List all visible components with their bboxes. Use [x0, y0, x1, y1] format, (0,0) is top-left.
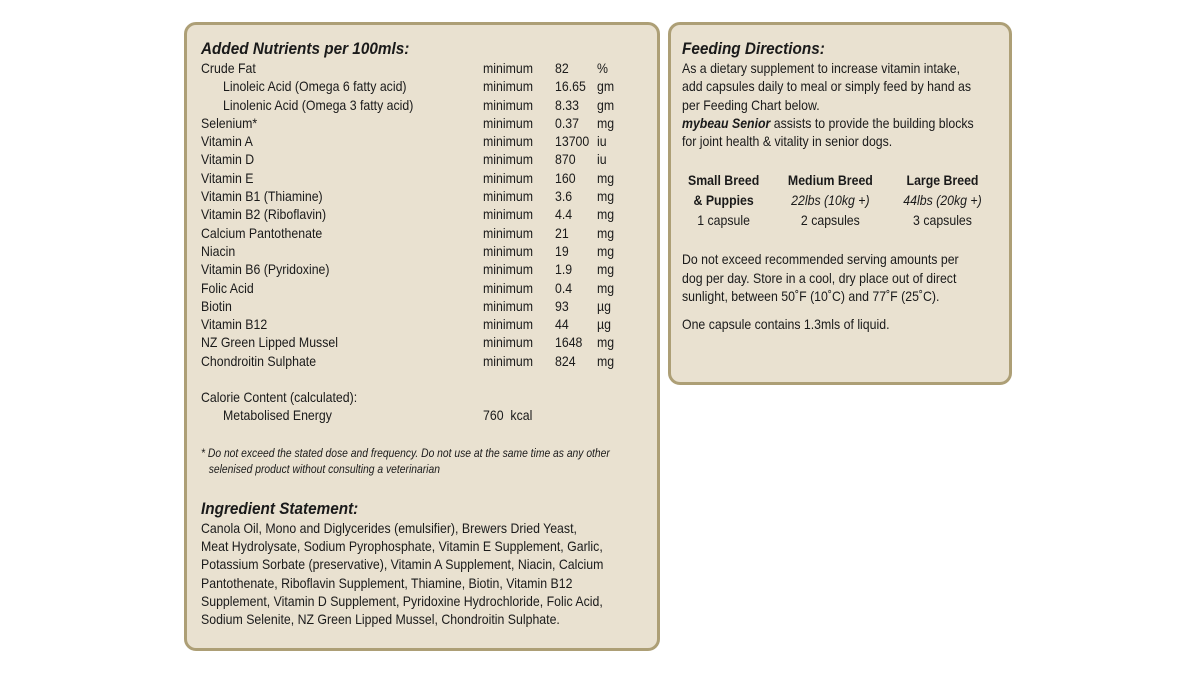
feeding-intro-3: per Feeding Chart below. [682, 96, 820, 113]
nutrient-row [201, 205, 643, 223]
nutrient-qualifier: minimum [483, 261, 533, 278]
nutrient-name: Vitamin B6 (Pyridoxine) [201, 261, 330, 278]
nutrient-unit: % [597, 60, 608, 76]
nutrient-name: Selenium* [201, 114, 258, 131]
capsule-note: One capsule contains 1.3mls of liquid. [682, 316, 890, 333]
nutrient-qualifier: minimum [483, 206, 533, 223]
nutrient-unit: µg [597, 316, 611, 333]
nutrient-name: Calcium Pantothenate [201, 224, 323, 241]
breed-small: Small Breed & Puppies 1 capsule [688, 172, 760, 229]
nutrient-value: 13700 [555, 133, 590, 150]
ingredient-line: Canola Oil, Mono and Diglycerides (emulsifier), Brewers Dried Yeast, [201, 519, 577, 536]
nutrient-name: Linoleic Acid (Omega 6 fatty acid) [223, 78, 407, 95]
nutrient-name: Vitamin A [201, 133, 253, 150]
nutrient-name: Vitamin E [201, 169, 254, 186]
nutrient-name: Linolenic Acid (Omega 3 fatty acid) [223, 96, 414, 113]
footnote-line-2: selenised product without consulting a veterinarian [208, 461, 440, 476]
nutrient-value: 870 [555, 151, 576, 168]
nutrient-name: Vitamin B12 [201, 316, 268, 333]
warning-line-3: sunlight, between 50˚F (10˚C) and 77˚F (25˚C). [682, 288, 940, 305]
nutrient-unit: iu [597, 133, 607, 150]
nutrients-heading: Added Nutrients per 100mls: [201, 39, 410, 58]
nutrient-value: 44 [555, 316, 569, 333]
nutrient-row [201, 96, 643, 114]
nutrient-row [201, 352, 643, 370]
nutrient-qualifier: minimum [483, 151, 533, 168]
nutrient-value: 8.33 [555, 96, 579, 113]
nutrient-value: 0.4 [555, 279, 573, 296]
nutrient-qualifier: minimum [483, 316, 533, 333]
nutrient-row [201, 279, 643, 297]
nutrient-unit: mg [597, 352, 615, 369]
nutrient-name: Folic Acid [201, 279, 254, 296]
nutrient-name: Crude Fat [201, 60, 256, 76]
nutrient-unit: µg [597, 297, 611, 314]
brand-line-2: for joint health & vitality in senior dogs. [682, 133, 893, 150]
calorie-label: Calorie Content (calculated): [201, 389, 358, 406]
nutrient-unit: iu [597, 151, 607, 168]
nutrient-unit: mg [597, 242, 615, 259]
nutrient-name: Niacin [201, 242, 236, 259]
nutrient-name: NZ Green Lipped Mussel [201, 334, 338, 351]
nutrient-unit: mg [597, 334, 615, 351]
nutrient-value: 82 [555, 60, 569, 76]
nutrients-panel [184, 22, 660, 651]
nutrient-row [201, 77, 643, 95]
nutrient-value: 21 [555, 224, 569, 241]
feeding-intro-1: As a dietary supplement to increase vitamin intake, [682, 60, 961, 76]
ingredient-line: Supplement, Vitamin D Supplement, Pyridoxine Hydrochloride, Folic Acid, [201, 592, 603, 609]
feeding-heading: Feeding Directions: [682, 39, 825, 58]
feeding-intro-2: add capsules daily to meal or simply feed by hand as [682, 78, 971, 95]
nutrient-qualifier: minimum [483, 279, 533, 296]
nutrient-unit: gm [597, 96, 615, 113]
energy-row [201, 406, 643, 424]
nutrient-row [201, 315, 643, 333]
nutrient-qualifier: minimum [483, 60, 533, 76]
nutrient-qualifier: minimum [483, 334, 533, 351]
nutrient-qualifier: minimum [483, 169, 533, 186]
nutrient-name: Vitamin B1 (Thiamine) [201, 188, 323, 205]
nutrient-table [201, 59, 643, 370]
nutrient-name: Vitamin D [201, 151, 255, 168]
nutrient-value: 19 [555, 242, 569, 259]
nutrient-qualifier: minimum [483, 188, 533, 205]
nutrient-row [201, 150, 643, 168]
nutrient-row [201, 242, 643, 260]
ingredient-line: Sodium Selenite, NZ Green Lipped Mussel, Chondroitin Sulphate. [201, 611, 560, 628]
nutrient-row [201, 187, 643, 205]
ingredient-line: Meat Hydrolysate, Sodium Pyrophosphate, Vitamin E Supplement, Garlic, [201, 537, 603, 554]
nutrient-value: 4.4 [555, 206, 573, 223]
warning-line-2: dog per day. Store in a cool, dry place out of direct [682, 269, 957, 286]
nutrient-unit: mg [597, 279, 615, 296]
nutrient-unit: mg [597, 169, 615, 186]
nutrient-value: 1648 [555, 334, 583, 351]
nutrient-name: Chondroitin Sulphate [201, 352, 317, 369]
brand-line: mybeau Senior assists to provide the building blocks [682, 114, 974, 131]
nutrient-qualifier: minimum [483, 96, 533, 113]
energy-label: Metabolised Energy [223, 407, 332, 424]
nutrient-name: Vitamin B2 (Riboflavin) [201, 206, 327, 223]
feeding-panel [668, 22, 1012, 385]
nutrient-row [201, 260, 643, 278]
nutrient-row [201, 224, 643, 242]
nutrient-value: 3.6 [555, 188, 573, 205]
ingredient-statement [201, 519, 643, 629]
nutrient-qualifier: minimum [483, 224, 533, 241]
nutrient-unit: mg [597, 261, 615, 278]
nutrient-value: 160 [555, 169, 576, 186]
nutrient-value: 1.9 [555, 261, 573, 278]
nutrient-qualifier: minimum [483, 78, 533, 95]
nutrient-unit: mg [597, 224, 615, 241]
nutrient-value: 824 [555, 352, 576, 369]
nutrient-qualifier: minimum [483, 297, 533, 314]
breed-large: Large Breed 44lbs (20kg +) 3 capsules [903, 172, 982, 229]
nutrient-row [201, 132, 643, 150]
nutrient-qualifier: minimum [483, 114, 533, 131]
nutrient-unit: mg [597, 206, 615, 223]
footnote-line-1: * Do not exceed the stated dose and frequency. Do not use at the same time as any other [201, 445, 610, 460]
nutrient-value: 16.65 [555, 78, 586, 95]
nutrient-name: Biotin [201, 297, 232, 314]
nutrient-qualifier: minimum [483, 242, 533, 259]
nutrient-row [201, 297, 643, 315]
energy-value: 760 kcal [483, 407, 533, 424]
nutrient-row [201, 333, 643, 351]
nutrient-qualifier: minimum [483, 352, 533, 369]
feeding-chart [682, 170, 997, 230]
breed-medium: Medium Breed 22lbs (10kg +) 2 capsules [788, 172, 874, 229]
nutrient-unit: mg [597, 188, 615, 205]
nutrient-row [201, 114, 643, 132]
nutrient-qualifier: minimum [483, 133, 533, 150]
ingredient-line: Pantothenate, Riboflavin Supplement, Thiamine, Biotin, Vitamin B12 [201, 574, 573, 591]
nutrient-value: 93 [555, 297, 569, 314]
nutrient-unit: mg [597, 114, 615, 131]
nutrient-row [201, 169, 643, 187]
nutrient-unit: gm [597, 78, 615, 95]
warning-line-1: Do not exceed recommended serving amounts per [682, 251, 959, 268]
ingredients-heading: Ingredient Statement: [201, 498, 359, 518]
ingredient-line: Potassium Sorbate (preservative), Vitamin A Supplement, Niacin, Calcium [201, 556, 604, 573]
brand-name: mybeau Senior [682, 114, 771, 131]
nutrient-row [201, 59, 643, 77]
nutrient-value: 0.37 [555, 114, 579, 131]
